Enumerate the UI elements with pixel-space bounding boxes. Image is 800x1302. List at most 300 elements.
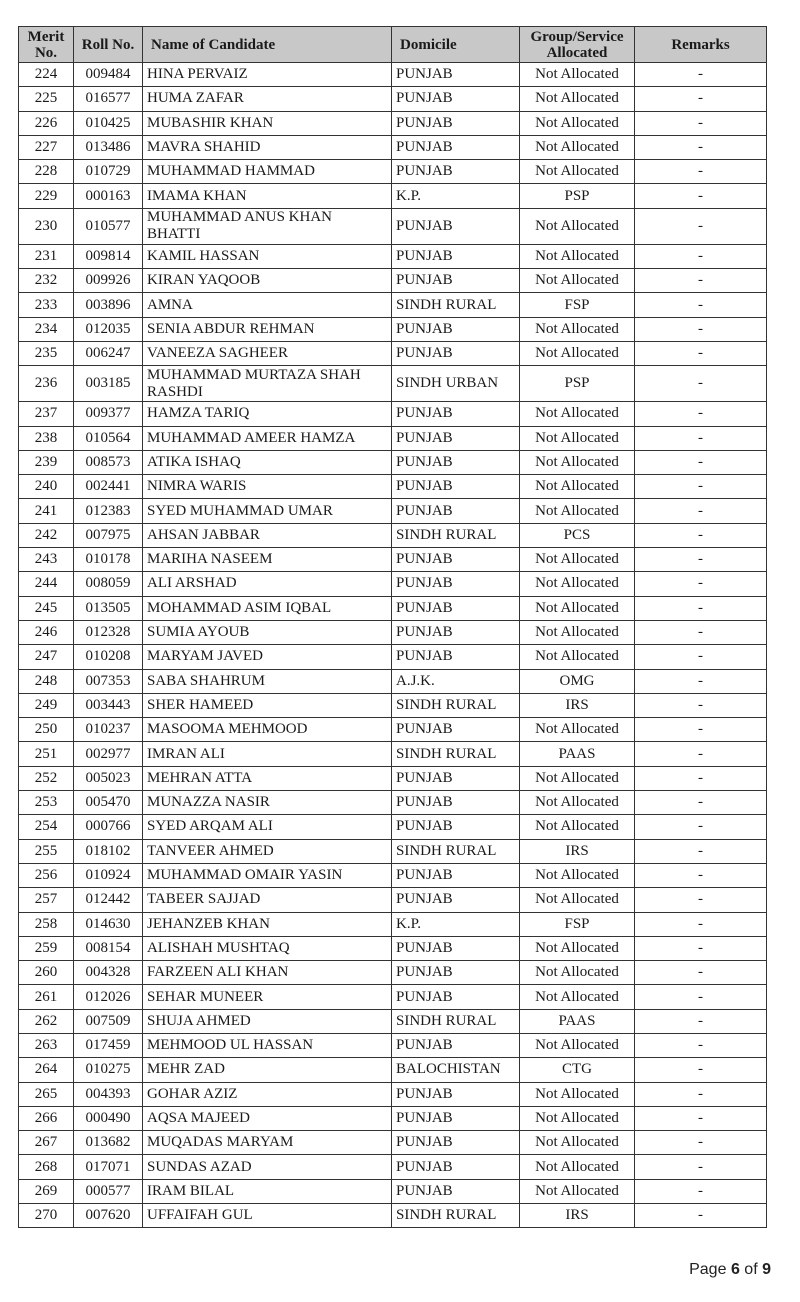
domicile-cell: PUNJAB xyxy=(392,1033,520,1057)
group-service-cell: Not Allocated xyxy=(520,1131,635,1155)
domicile-cell: PUNJAB xyxy=(392,160,520,184)
remarks-cell: - xyxy=(635,184,767,208)
table-row xyxy=(19,402,767,426)
group-service-cell: Not Allocated xyxy=(520,87,635,111)
header-remarks: Remarks xyxy=(635,27,767,63)
roll-no-cell: 010564 xyxy=(74,426,143,450)
domicile-cell: SINDH RURAL xyxy=(392,742,520,766)
remarks-cell: - xyxy=(635,936,767,960)
domicile-cell: PUNJAB xyxy=(392,596,520,620)
roll-no-cell: 012026 xyxy=(74,985,143,1009)
group-service-cell: Not Allocated xyxy=(520,269,635,293)
candidate-name-cell: MASOOMA MEHMOOD xyxy=(143,718,392,742)
candidate-name-cell: TABEER SAJJAD xyxy=(143,888,392,912)
roll-no-cell: 008154 xyxy=(74,936,143,960)
roll-no-cell: 003185 xyxy=(74,366,143,402)
domicile-cell: PUNJAB xyxy=(392,269,520,293)
header-row xyxy=(19,27,767,63)
remarks-cell: - xyxy=(635,912,767,936)
candidate-name-cell: HINA PERVAIZ xyxy=(143,63,392,87)
roll-no-cell: 012442 xyxy=(74,888,143,912)
merit-no-cell: 252 xyxy=(19,766,74,790)
table-row xyxy=(19,366,767,402)
table-row xyxy=(19,87,767,111)
roll-no-cell: 009814 xyxy=(74,244,143,268)
group-service-cell: Not Allocated xyxy=(520,1179,635,1203)
roll-no-cell: 005023 xyxy=(74,766,143,790)
candidate-name-cell: AQSA MAJEED xyxy=(143,1106,392,1130)
group-service-cell: Not Allocated xyxy=(520,766,635,790)
remarks-cell: - xyxy=(635,475,767,499)
domicile-cell: PUNJAB xyxy=(392,317,520,341)
candidate-name-cell: MUHAMMAD AMEER HAMZA xyxy=(143,426,392,450)
candidate-name-cell: MOHAMMAD ASIM IQBAL xyxy=(143,596,392,620)
domicile-cell: PUNJAB xyxy=(392,548,520,572)
roll-no-cell: 000766 xyxy=(74,815,143,839)
group-service-cell: Not Allocated xyxy=(520,135,635,159)
table-row xyxy=(19,645,767,669)
candidate-name-cell: VANEEZA SAGHEER xyxy=(143,341,392,365)
domicile-cell: PUNJAB xyxy=(392,87,520,111)
merit-no-cell: 266 xyxy=(19,1106,74,1130)
table-row xyxy=(19,499,767,523)
group-service-cell: Not Allocated xyxy=(520,645,635,669)
domicile-cell: PUNJAB xyxy=(392,863,520,887)
candidate-name-cell: MUNAZZA NASIR xyxy=(143,791,392,815)
remarks-cell: - xyxy=(635,244,767,268)
table-row xyxy=(19,341,767,365)
remarks-cell: - xyxy=(635,669,767,693)
group-service-cell: Not Allocated xyxy=(520,499,635,523)
candidate-name-cell: JEHANZEB KHAN xyxy=(143,912,392,936)
merit-no-cell: 255 xyxy=(19,839,74,863)
group-service-cell: FSP xyxy=(520,293,635,317)
candidate-name-cell: IMRAN ALI xyxy=(143,742,392,766)
domicile-cell: A.J.K. xyxy=(392,669,520,693)
merit-no-cell: 225 xyxy=(19,87,74,111)
remarks-cell: - xyxy=(635,499,767,523)
domicile-cell: PUNJAB xyxy=(392,766,520,790)
table-row xyxy=(19,791,767,815)
table-row xyxy=(19,244,767,268)
page-label: Page xyxy=(689,1261,727,1278)
group-service-cell: Not Allocated xyxy=(520,572,635,596)
remarks-cell: - xyxy=(635,839,767,863)
remarks-cell: - xyxy=(635,1082,767,1106)
table-header xyxy=(19,27,767,63)
roll-no-cell: 018102 xyxy=(74,839,143,863)
candidate-name-cell: MUHAMMAD MURTAZA SHAH RASHDI xyxy=(143,366,392,402)
remarks-cell: - xyxy=(635,317,767,341)
remarks-cell: - xyxy=(635,620,767,644)
candidate-name-cell: SENIA ABDUR REHMAN xyxy=(143,317,392,341)
domicile-cell: PUNJAB xyxy=(392,620,520,644)
remarks-cell: - xyxy=(635,1033,767,1057)
table-row xyxy=(19,523,767,547)
roll-no-cell: 002441 xyxy=(74,475,143,499)
of-label: of xyxy=(744,1261,758,1278)
group-service-cell: Not Allocated xyxy=(520,208,635,244)
candidate-name-cell: MAVRA SHAHID xyxy=(143,135,392,159)
group-service-cell: Not Allocated xyxy=(520,111,635,135)
remarks-cell: - xyxy=(635,402,767,426)
merit-no-cell: 232 xyxy=(19,269,74,293)
merit-no-cell: 241 xyxy=(19,499,74,523)
roll-no-cell: 016577 xyxy=(74,87,143,111)
roll-no-cell: 008573 xyxy=(74,450,143,474)
candidate-name-cell: SYED ARQAM ALI xyxy=(143,815,392,839)
table-row xyxy=(19,742,767,766)
merit-no-cell: 240 xyxy=(19,475,74,499)
domicile-cell: PUNJAB xyxy=(392,1082,520,1106)
group-service-cell: Not Allocated xyxy=(520,1155,635,1179)
domicile-cell: K.P. xyxy=(392,184,520,208)
table-row xyxy=(19,912,767,936)
candidate-name-cell: SUNDAS AZAD xyxy=(143,1155,392,1179)
roll-no-cell: 010425 xyxy=(74,111,143,135)
candidate-name-cell: HUMA ZAFAR xyxy=(143,87,392,111)
roll-no-cell: 008059 xyxy=(74,572,143,596)
roll-no-cell: 010729 xyxy=(74,160,143,184)
candidate-name-cell: ATIKA ISHAQ xyxy=(143,450,392,474)
table-row xyxy=(19,888,767,912)
remarks-cell: - xyxy=(635,961,767,985)
merit-no-cell: 235 xyxy=(19,341,74,365)
remarks-cell: - xyxy=(635,450,767,474)
current-page: 6 xyxy=(730,1261,740,1278)
candidate-name-cell: AMNA xyxy=(143,293,392,317)
group-service-cell: Not Allocated xyxy=(520,426,635,450)
table-row xyxy=(19,863,767,887)
group-service-cell: Not Allocated xyxy=(520,815,635,839)
table-row xyxy=(19,985,767,1009)
domicile-cell: PUNJAB xyxy=(392,572,520,596)
merit-no-cell: 227 xyxy=(19,135,74,159)
roll-no-cell: 013682 xyxy=(74,1131,143,1155)
page-number xyxy=(689,1261,771,1279)
merit-no-cell: 248 xyxy=(19,669,74,693)
candidate-name-cell: SHER HAMEED xyxy=(143,693,392,717)
remarks-cell: - xyxy=(635,208,767,244)
group-service-cell: Not Allocated xyxy=(520,596,635,620)
table-row xyxy=(19,936,767,960)
candidate-name-cell: GOHAR AZIZ xyxy=(143,1082,392,1106)
merit-no-cell: 226 xyxy=(19,111,74,135)
merit-no-cell: 258 xyxy=(19,912,74,936)
group-service-cell: Not Allocated xyxy=(520,718,635,742)
domicile-cell: SINDH RURAL xyxy=(392,839,520,863)
table-row xyxy=(19,961,767,985)
merit-no-cell: 224 xyxy=(19,63,74,87)
candidate-name-cell: AHSAN JABBAR xyxy=(143,523,392,547)
domicile-cell: PUNJAB xyxy=(392,341,520,365)
roll-no-cell: 003443 xyxy=(74,693,143,717)
table-row xyxy=(19,1009,767,1033)
candidate-name-cell: ALI ARSHAD xyxy=(143,572,392,596)
group-service-cell: Not Allocated xyxy=(520,402,635,426)
merit-no-cell: 256 xyxy=(19,863,74,887)
merit-no-cell: 261 xyxy=(19,985,74,1009)
remarks-cell: - xyxy=(635,87,767,111)
table-row xyxy=(19,1179,767,1203)
group-service-cell: IRS xyxy=(520,693,635,717)
domicile-cell: SINDH URBAN xyxy=(392,366,520,402)
group-service-cell: Not Allocated xyxy=(520,475,635,499)
merit-no-cell: 254 xyxy=(19,815,74,839)
candidate-name-cell: MUQADAS MARYAM xyxy=(143,1131,392,1155)
header-group-service: Group/Service Allocated xyxy=(520,27,635,63)
roll-no-cell: 010275 xyxy=(74,1058,143,1082)
remarks-cell: - xyxy=(635,815,767,839)
merit-no-cell: 239 xyxy=(19,450,74,474)
table-row xyxy=(19,1058,767,1082)
merit-no-cell: 246 xyxy=(19,620,74,644)
domicile-cell: SINDH RURAL xyxy=(392,1204,520,1228)
roll-no-cell: 010208 xyxy=(74,645,143,669)
group-service-cell: PAAS xyxy=(520,742,635,766)
group-service-cell: Not Allocated xyxy=(520,961,635,985)
remarks-cell: - xyxy=(635,111,767,135)
remarks-cell: - xyxy=(635,1009,767,1033)
group-service-cell: PCS xyxy=(520,523,635,547)
group-service-cell: PSP xyxy=(520,184,635,208)
remarks-cell: - xyxy=(635,742,767,766)
merit-no-cell: 264 xyxy=(19,1058,74,1082)
candidate-name-cell: MEHMOOD UL HASSAN xyxy=(143,1033,392,1057)
table-row xyxy=(19,1204,767,1228)
table-row xyxy=(19,63,767,87)
merit-no-cell: 229 xyxy=(19,184,74,208)
table-row xyxy=(19,426,767,450)
merit-no-cell: 250 xyxy=(19,718,74,742)
table-row xyxy=(19,669,767,693)
domicile-cell: PUNJAB xyxy=(392,475,520,499)
merit-no-cell: 237 xyxy=(19,402,74,426)
domicile-cell: PUNJAB xyxy=(392,1131,520,1155)
domicile-cell: PUNJAB xyxy=(392,1106,520,1130)
header-merit-no: Merit No. xyxy=(19,27,74,63)
domicile-cell: PUNJAB xyxy=(392,244,520,268)
merit-no-cell: 257 xyxy=(19,888,74,912)
remarks-cell: - xyxy=(635,1155,767,1179)
candidate-name-cell: IRAM BILAL xyxy=(143,1179,392,1203)
roll-no-cell: 004328 xyxy=(74,961,143,985)
merit-no-cell: 234 xyxy=(19,317,74,341)
table-row xyxy=(19,548,767,572)
candidate-name-cell: SUMIA AYOUB xyxy=(143,620,392,644)
group-service-cell: IRS xyxy=(520,1204,635,1228)
roll-no-cell: 007509 xyxy=(74,1009,143,1033)
table-row xyxy=(19,1082,767,1106)
group-service-cell: CTG xyxy=(520,1058,635,1082)
group-service-cell: Not Allocated xyxy=(520,791,635,815)
table-row xyxy=(19,475,767,499)
table-body xyxy=(19,63,767,1228)
remarks-cell: - xyxy=(635,341,767,365)
header-domicile: Domicile xyxy=(392,27,520,63)
group-service-cell: Not Allocated xyxy=(520,63,635,87)
merit-no-cell: 253 xyxy=(19,791,74,815)
roll-no-cell: 000163 xyxy=(74,184,143,208)
group-service-cell: Not Allocated xyxy=(520,450,635,474)
remarks-cell: - xyxy=(635,293,767,317)
candidate-name-cell: MUHAMMAD OMAIR YASIN xyxy=(143,863,392,887)
group-service-cell: PAAS xyxy=(520,1009,635,1033)
domicile-cell: PUNJAB xyxy=(392,135,520,159)
remarks-cell: - xyxy=(635,548,767,572)
candidate-name-cell: MEHRAN ATTA xyxy=(143,766,392,790)
candidate-name-cell: UFFAIFAH GUL xyxy=(143,1204,392,1228)
roll-no-cell: 012383 xyxy=(74,499,143,523)
remarks-cell: - xyxy=(635,863,767,887)
merit-no-cell: 228 xyxy=(19,160,74,184)
merit-no-cell: 267 xyxy=(19,1131,74,1155)
group-service-cell: Not Allocated xyxy=(520,341,635,365)
remarks-cell: - xyxy=(635,1058,767,1082)
group-service-cell: Not Allocated xyxy=(520,317,635,341)
roll-no-cell: 007975 xyxy=(74,523,143,547)
group-service-cell: Not Allocated xyxy=(520,863,635,887)
merit-no-cell: 268 xyxy=(19,1155,74,1179)
remarks-cell: - xyxy=(635,718,767,742)
candidate-name-cell: MUHAMMAD ANUS KHAN BHATTI xyxy=(143,208,392,244)
merit-no-cell: 233 xyxy=(19,293,74,317)
remarks-cell: - xyxy=(635,1204,767,1228)
table-row xyxy=(19,184,767,208)
domicile-cell: PUNJAB xyxy=(392,208,520,244)
domicile-cell: PUNJAB xyxy=(392,426,520,450)
domicile-cell: PUNJAB xyxy=(392,815,520,839)
group-service-cell: Not Allocated xyxy=(520,160,635,184)
candidate-name-cell: ALISHAH MUSHTAQ xyxy=(143,936,392,960)
roll-no-cell: 003896 xyxy=(74,293,143,317)
domicile-cell: BALOCHISTAN xyxy=(392,1058,520,1082)
merit-no-cell: 260 xyxy=(19,961,74,985)
candidate-name-cell: MARIHA NASEEM xyxy=(143,548,392,572)
group-service-cell: FSP xyxy=(520,912,635,936)
table-row xyxy=(19,111,767,135)
merit-no-cell: 247 xyxy=(19,645,74,669)
remarks-cell: - xyxy=(635,985,767,1009)
table-row xyxy=(19,135,767,159)
roll-no-cell: 013505 xyxy=(74,596,143,620)
domicile-cell: PUNJAB xyxy=(392,936,520,960)
group-service-cell: Not Allocated xyxy=(520,548,635,572)
group-service-cell: Not Allocated xyxy=(520,620,635,644)
merit-no-cell: 243 xyxy=(19,548,74,572)
roll-no-cell: 013486 xyxy=(74,135,143,159)
roll-no-cell: 014630 xyxy=(74,912,143,936)
group-service-cell: OMG xyxy=(520,669,635,693)
domicile-cell: K.P. xyxy=(392,912,520,936)
roll-no-cell: 002977 xyxy=(74,742,143,766)
roll-no-cell: 010178 xyxy=(74,548,143,572)
merit-list-table xyxy=(18,26,767,1228)
remarks-cell: - xyxy=(635,63,767,87)
merit-no-cell: 231 xyxy=(19,244,74,268)
remarks-cell: - xyxy=(635,888,767,912)
table-row xyxy=(19,718,767,742)
roll-no-cell: 010924 xyxy=(74,863,143,887)
domicile-cell: PUNJAB xyxy=(392,63,520,87)
table-row xyxy=(19,450,767,474)
remarks-cell: - xyxy=(635,645,767,669)
roll-no-cell: 017071 xyxy=(74,1155,143,1179)
candidate-name-cell: FARZEEN ALI KHAN xyxy=(143,961,392,985)
group-service-cell: Not Allocated xyxy=(520,936,635,960)
header-roll-no: Roll No. xyxy=(74,27,143,63)
table-row xyxy=(19,693,767,717)
table-row xyxy=(19,1106,767,1130)
group-service-cell: Not Allocated xyxy=(520,1106,635,1130)
remarks-cell: - xyxy=(635,572,767,596)
remarks-cell: - xyxy=(635,596,767,620)
merit-no-cell: 242 xyxy=(19,523,74,547)
roll-no-cell: 017459 xyxy=(74,1033,143,1057)
domicile-cell: PUNJAB xyxy=(392,888,520,912)
remarks-cell: - xyxy=(635,693,767,717)
merit-no-cell: 269 xyxy=(19,1179,74,1203)
candidate-name-cell: NIMRA WARIS xyxy=(143,475,392,499)
roll-no-cell: 012035 xyxy=(74,317,143,341)
roll-no-cell: 010577 xyxy=(74,208,143,244)
group-service-cell: Not Allocated xyxy=(520,244,635,268)
domicile-cell: PUNJAB xyxy=(392,450,520,474)
candidate-name-cell: IMAMA KHAN xyxy=(143,184,392,208)
merit-no-cell: 230 xyxy=(19,208,74,244)
candidate-name-cell: SEHAR MUNEER xyxy=(143,985,392,1009)
roll-no-cell: 007353 xyxy=(74,669,143,693)
candidate-name-cell: MEHR ZAD xyxy=(143,1058,392,1082)
group-service-cell: PSP xyxy=(520,366,635,402)
candidate-name-cell: TANVEER AHMED xyxy=(143,839,392,863)
merit-no-cell: 238 xyxy=(19,426,74,450)
remarks-cell: - xyxy=(635,1179,767,1203)
group-service-cell: Not Allocated xyxy=(520,985,635,1009)
remarks-cell: - xyxy=(635,1131,767,1155)
roll-no-cell: 009377 xyxy=(74,402,143,426)
domicile-cell: SINDH RURAL xyxy=(392,293,520,317)
domicile-cell: SINDH RURAL xyxy=(392,693,520,717)
group-service-cell: Not Allocated xyxy=(520,1033,635,1057)
merit-no-cell: 249 xyxy=(19,693,74,717)
table-row xyxy=(19,269,767,293)
candidate-name-cell: SABA SHAHRUM xyxy=(143,669,392,693)
merit-no-cell: 259 xyxy=(19,936,74,960)
table-row xyxy=(19,208,767,244)
table-row xyxy=(19,766,767,790)
remarks-cell: - xyxy=(635,135,767,159)
table-row xyxy=(19,572,767,596)
merit-no-cell: 270 xyxy=(19,1204,74,1228)
remarks-cell: - xyxy=(635,269,767,293)
candidate-name-cell: KIRAN YAQOOB xyxy=(143,269,392,293)
remarks-cell: - xyxy=(635,366,767,402)
candidate-name-cell: MARYAM JAVED xyxy=(143,645,392,669)
roll-no-cell: 009484 xyxy=(74,63,143,87)
roll-no-cell: 007620 xyxy=(74,1204,143,1228)
candidate-name-cell: KAMIL HASSAN xyxy=(143,244,392,268)
domicile-cell: PUNJAB xyxy=(392,111,520,135)
candidate-name-cell: HAMZA TARIQ xyxy=(143,402,392,426)
table-row xyxy=(19,160,767,184)
candidate-name-cell: SYED MUHAMMAD UMAR xyxy=(143,499,392,523)
group-service-cell: Not Allocated xyxy=(520,888,635,912)
merit-no-cell: 244 xyxy=(19,572,74,596)
domicile-cell: PUNJAB xyxy=(392,645,520,669)
roll-no-cell: 005470 xyxy=(74,791,143,815)
merit-no-cell: 245 xyxy=(19,596,74,620)
